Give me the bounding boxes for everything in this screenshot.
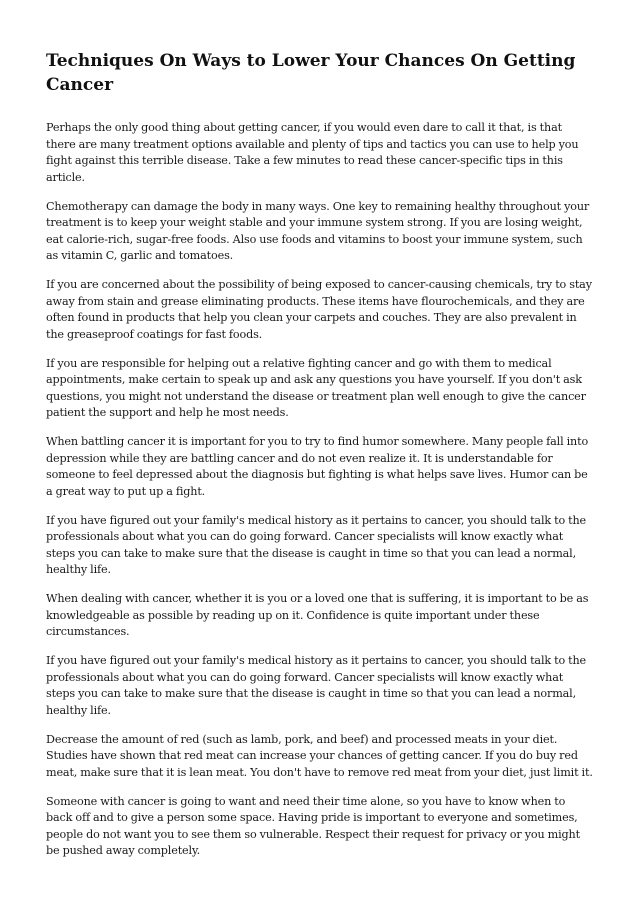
document-title: Techniques On Ways to Lower Your Chances On Getting Cancer xyxy=(46,51,576,95)
document-page xyxy=(46,49,594,872)
paragraph: When battling cancer it is important for you to try to find humor somewhere. Many people fall into depression while they are battling cancer and do not even realize it. It is understandable for someone to feel depressed about the diagnosis but fighting is what helps save lives. Humor can be a great way to put up a fight. xyxy=(46,435,589,498)
paragraph: Perhaps the only good thing about getting cancer, if you would even dare to call it that, is that there are many treatment options available and plenty of tips and tactics you can use to help you fight against this terrible disease. Take a few minutes to read these cancer-specific tips in this article. xyxy=(46,121,579,184)
paragraph: When dealing with cancer, whether it is you or a loved one that is suffering, it is important to be as knowledgeable as possible by reading up on it. Confidence is quite important under these circumstances. xyxy=(46,592,589,638)
paragraph: If you are responsible for helping out a relative fighting cancer and go with them to medical appointments, make certain to speak up and ask any questions you have yourself. If you don't ask questions, you might not understand the disease or treatment plan well enough to give the cancer patient the support and help he most needs. xyxy=(46,356,586,419)
paragraph: If you have figured out your family's medical history as it pertains to cancer, you should talk to the professionals about what you can do going forward. Cancer specialists will know exactly what steps you can take to make sure that the disease is caught in time so that you can lead a normal, healthy life. xyxy=(46,654,587,717)
paragraph: If you have figured out your family's medical history as it pertains to cancer, you should talk to the professionals about what you can do going forward. Cancer specialists will know exactly what steps you can take to make sure that the disease is caught in time so that you can lead a normal, healthy life. xyxy=(46,513,587,576)
paragraph: Someone with cancer is going to want and need their time alone, so you have to know when to back off and to give a person some space. Having pride is important to everyone and sometimes, people do not want you to see them so vulnerable. Respect their request for privacy or you might be pushed away completely. xyxy=(46,794,580,857)
paragraph: Decrease the amount of red (such as lamb, pork, and beef) and processed meats in your diet. Studies have shown that red meat can increase your chances of getting cancer. If you do buy red meat, make sure that it is lean meat. You don't have to remove red meat from your diet, just limit it. xyxy=(46,732,593,779)
paragraph: Chemotherapy can damage the body in many ways. One key to remaining healthy throughout your treatment is to keep your weight stable and your immune system strong. If you are losing weight, eat calorie-rich, sugar-free foods. Also use foods and vitamins to boost your immune system, such as vitamin C, garlic and tomatoes. xyxy=(46,199,590,262)
paragraph: If you are concerned about the possibility of being exposed to cancer-causing chemicals, try to stay away from stain and grease eliminating products. These items have flourochemicals, and they are often found in products that help you clean your carpets and couches. They are also prevalent in the greaseproof coatings for fast foods. xyxy=(46,278,592,341)
